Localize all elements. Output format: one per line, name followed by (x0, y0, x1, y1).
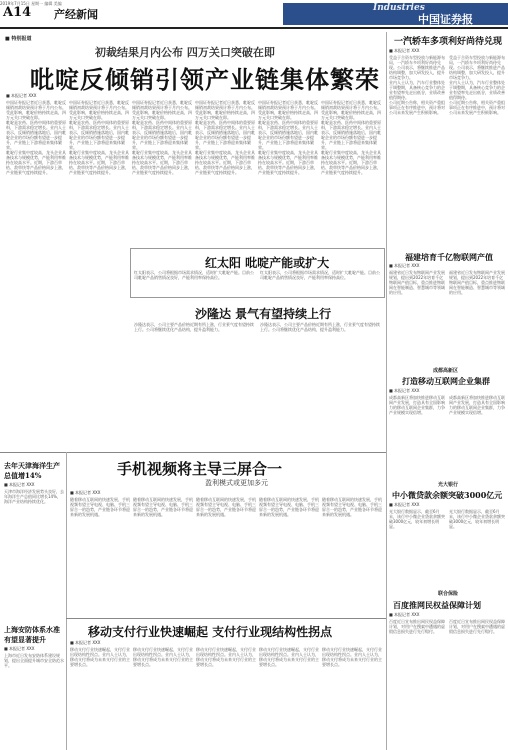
red-sun-headline: 红太阳 吡啶产能或扩大 (205, 256, 330, 270)
chengdu-byline: ■ 本报记者 XXX (389, 388, 420, 393)
lead-body-col-4: 中国证券报记者近日获悉，吡啶反倾销初裁结果预计将于月内公布。受此影响，吡啶价格持续走高，四万元关口突破在即。 吡啶是农药、医药中间体的重要原料，下游需求稳定增长。业内人士表示，反倾销措施落地后，国内吡啶企业的市场份额有望进一步提升，产业链上下游将迎来集体繁荣。 吡啶行业集中度较高，龙头企业具备技术与规模优势，产能利用率维持在较高水平。近期，下游百草枯、敌草快等产品价格同步上涨，产业链景气度持续提升。 (195, 100, 255, 175)
newspaper-logo: 中国证券报 (418, 13, 473, 26)
lianhe-kicker: 联合保险 (438, 591, 459, 597)
faw-byline: ■ 本报记者 XXX (389, 48, 420, 53)
fujian-body-2: 福建省近日发布物联网产业发展规划，提出到2022年培育千亿物联网产值目标，重点推进物联网在智能制造、智慧城市等领域的应用。 (449, 270, 505, 295)
guangda-body-2: 光大银行数据显示，截至6月末，该行中小微企业贷款余额突破3000亿元，较年初增长明显。 (449, 509, 505, 529)
mobile-video-body-4: 随着移动互联网的快速发展，手机视频有望主导电视、电脑、手机三屏合一的趋势，产业链各环节将迎来新的发展机遇。 (259, 497, 319, 517)
chengdu-headline: 打造移动互联网企业集群 (402, 376, 490, 386)
faw-body-1: 受益于合资车型投放与新能源布局，一汽轿车多项利好尚待兑现。公司表示，将继续推进产品结构调整，加大研发投入，提升市场竞争力。 业内人士认为，汽车行业整体处于调整期，具备核心竞争力的企业有望率先走出低谷，业绩改善值得期待。 公司近期公告称，相关资产重组事项正在有序推进中，预计将对公司未来发展产生积极影响。 (389, 55, 445, 115)
faw-headline: 一汽轿车多项利好尚待兑现 (394, 37, 503, 47)
tianjin-byline: ■ 本报记者 XXX (4, 482, 35, 487)
shanghai-headline: 上海安防体系水准有望显著提升 (4, 625, 60, 644)
mobile-pay-body-4: 移动支付行业快速崛起，支付行业出现结构性拐点。业内人士认为，移动支付将成为未来支付行业的主要增长点。 (259, 647, 319, 667)
lead-kicker: ■ 特别报道 (5, 36, 32, 42)
header-rule (0, 27, 508, 29)
guangda-headline: 中小微贷款余额突破3000亿元 (392, 490, 503, 500)
mobile-pay-body-2: 移动支付行业快速崛起，支付行业出现结构性拐点。业内人士认为，移动支付将成为未来支付行业的主要增长点。 (133, 647, 193, 667)
banner-english-title: Industries (373, 3, 425, 13)
lead-body-col-6: 中国证券报记者近日获悉，吡啶反倾销初裁结果预计将于月内公布。受此影响，吡啶价格持续走高，四万元关口突破在即。 吡啶是农药、医药中间体的重要原料，下游需求稳定增长。业内人士表示，反倾销措施落地后，国内吡啶企业的市场份额有望进一步提升，产业链上下游将迎来集体繁荣。 吡啶行业集中度较高，龙头企业具备技术与规模优势，产能利用率维持在较高水平。近期，下游百草枯、敌草快等产品价格同步上涨，产业链景气度持续提升。 (321, 100, 381, 175)
chengdu-body-2: 成都高新区将加快推进移动互联网产业发展，打造具有全国影响力的移动互联网企业集群，力争产业规模实现倍增。 (449, 395, 505, 415)
lianhe-headline: 百度推网民权益保障计划 (393, 600, 481, 610)
mobile-video-body-5: 随着移动互联网的快速发展，手机视频有望主导电视、电脑、手机三屏合一的趋势，产业链各环节将迎来新的发展机遇。 (322, 497, 382, 517)
tianjin-body: 天津市海洋经济发展势头良好，去年海洋生产总值同比增长14%，海洋产业结构持续优化。 (4, 489, 64, 504)
mobile-pay-byline: ■ 本报记者 XXX (70, 640, 101, 645)
chengdu-kicker: 成都高新区 (433, 368, 459, 374)
faw-body-2: 受益于合资车型投放与新能源布局，一汽轿车多项利好尚待兑现。公司表示，将继续推进产品结构调整，加大研发投入，提升市场竞争力。 业内人士认为，汽车行业整体处于调整期，具备核心竞争力的企业有望率先走出低谷，业绩改善值得期待。 公司近期公告称，相关资产重组事项正在有序推进中，预计将对公司未来发展产生积极影响。 (449, 55, 505, 115)
mobile-pay-rule (66, 618, 386, 619)
lead-headline: 吡啶反倾销引领产业链集体繁荣 (30, 65, 380, 94)
mobile-video-byline: ■ 本报记者 XXX (70, 490, 101, 495)
mobile-video-subhead: 盈利模式或更加多元 (205, 479, 268, 487)
lead-body-col-1: 中国证券报记者近日获悉，吡啶反倾销初裁结果预计将于月内公布。受此影响，吡啶价格持续走高，四万元关口突破在即。 吡啶是农药、医药中间体的重要原料，下游需求稳定增长。业内人士表示，反倾销措施落地后，国内吡啶企业的市场份额有望进一步提升，产业链上下游将迎来集体繁荣。 吡啶行业集中度较高，龙头企业具备技术与规模优势，产能利用率维持在较高水平。近期，下游百草枯、敌草快等产品价格同步上涨，产业链景气度持续提升。 (6, 100, 66, 175)
guangda-body-1: 光大银行数据显示，截至6月末，该行中小微企业贷款余额突破3000亿元，较年初增长明显。 (389, 509, 445, 529)
masthead (0, 0, 508, 26)
shaxi-body-2: 沙隆达表示，公司主要产品价格近期有所上涨，行业景气度有望持续上行。公司将继续优化产品结构，提升盈利能力。 (260, 322, 380, 332)
mobile-pay-body-3: 移动支付行业快速崛起，支付行业出现结构性拐点。业内人士认为，移动支付将成为未来支付行业的主要增长点。 (196, 647, 256, 667)
mobile-pay-body-5: 移动支付行业快速崛起，支付行业出现结构性拐点。业内人士认为，移动支付将成为未来支付行业的主要增长点。 (322, 647, 382, 667)
lianhe-body-1: 百度近日宣布推出网民权益保障计划，对用户在搜索中遭遇的虚假信息损失进行先行赔付。 (389, 619, 445, 634)
guangda-byline: ■ 本报记者 XXX (389, 502, 420, 507)
shanghai-byline: ■ 本报记者 XXX (4, 646, 35, 651)
section-rule (0, 452, 386, 453)
guangda-kicker: 光大银行 (438, 482, 459, 488)
mobile-pay-body-1: 移动支付行业快速崛起，支付行业出现结构性拐点。业内人士认为，移动支付将成为未来支付行业的主要增长点。 (70, 647, 130, 667)
lianhe-body-2: 百度近日宣布推出网民权益保障计划，对用户在搜索中遭遇的虚假信息损失进行先行赔付。 (449, 619, 505, 634)
shaxi-body-1: 沙隆达表示，公司主要产品价格近期有所上涨，行业景气度有望持续上行。公司将继续优化产品结构，提升盈利能力。 (134, 322, 254, 332)
lead-body-col-3: 中国证券报记者近日获悉，吡啶反倾销初裁结果预计将于月内公布。受此影响，吡啶价格持续走高，四万元关口突破在即。 吡啶是农药、医药中间体的重要原料，下游需求稳定增长。业内人士表示，反倾销措施落地后，国内吡啶企业的市场份额有望进一步提升，产业链上下游将迎来集体繁荣。 吡啶行业集中度较高，龙头企业具备技术与规模优势，产能利用率维持在较高水平。近期，下游百草枯、敌草快等产品价格同步上涨，产业链景气度持续提升。 (132, 100, 192, 175)
fujian-headline: 福建培育千亿物联网产值 (405, 252, 493, 262)
mobile-pay-headline: 移动支付行业快速崛起 支付行业现结构性拐点 (88, 625, 333, 639)
chengdu-body-1: 成都高新区将加快推进移动互联网产业发展，打造具有全国影响力的移动互联网企业集群，力争产业规模实现倍增。 (389, 395, 445, 415)
mobile-video-body-2: 随着移动互联网的快速发展，手机视频有望主导电视、电脑、手机三屏合一的趋势，产业链各环节将迎来新的发展机遇。 (133, 497, 193, 517)
shaxi-headline: 沙隆达 景气有望持续上行 (195, 307, 332, 321)
lead-byline: ■ 本报记者 XXX (6, 93, 37, 98)
mobile-video-body-1: 随着移动互联网的快速发展，手机视频有望主导电视、电脑、手机三屏合一的趋势，产业链各环节将迎来新的发展机遇。 (70, 497, 130, 517)
fujian-byline: ■ 本报记者 XXX (389, 263, 420, 268)
mobile-video-body-3: 随着移动互联网的快速发展，手机视频有望主导电视、电脑、手机三屏合一的趋势，产业链各环节将迎来新的发展机遇。 (196, 497, 256, 517)
shanghai-body: 上海市近日发布安防体系建设规划，提出全面提升城市安全防范水平。 (4, 653, 64, 668)
lead-body-col-2: 中国证券报记者近日获悉，吡啶反倾销初裁结果预计将于月内公布。受此影响，吡啶价格持续走高，四万元关口突破在即。 吡啶是农药、医药中间体的重要原料，下游需求稳定增长。业内人士表示，反倾销措施落地后，国内吡啶企业的市场份额有望进一步提升，产业链上下游将迎来集体繁荣。 吡啶行业集中度较高，龙头企业具备技术与规模优势，产能利用率维持在较高水平。近期，下游百草枯、敌草快等产品价格同步上涨，产业链景气度持续提升。 (69, 100, 129, 175)
section-code: A14 (3, 5, 32, 20)
fujian-body-1: 福建省近日发布物联网产业发展规划，提出到2022年培育千亿物联网产值目标，重点推进物联网在智能制造、智慧城市等领域的应用。 (389, 270, 445, 295)
section-title: 产经新闻 (54, 8, 98, 21)
column-divider (386, 32, 387, 750)
red-sun-body-1: 红太阳表示，公司将根据市场需求情况，适时扩大吡啶产能。目前公司吡啶产品销售情况良好，产能利用率保持高位。 (134, 270, 254, 280)
mobile-video-headline: 手机视频将主导三屏合一 (117, 460, 283, 478)
lead-body-col-5: 中国证券报记者近日获悉，吡啶反倾销初裁结果预计将于月内公布。受此影响，吡啶价格持续走高，四万元关口突破在即。 吡啶是农药、医药中间体的重要原料，下游需求稳定增长。业内人士表示，反倾销措施落地后，国内吡啶企业的市场份额有望进一步提升，产业链上下游将迎来集体繁荣。 吡啶行业集中度较高，龙头企业具备技术与规模优势，产能利用率维持在较高水平。近期，下游百草枯、敌草快等产品价格同步上涨，产业链景气度持续提升。 (258, 100, 318, 175)
lead-deck: 初裁结果月内公布 四万关口突破在即 (95, 46, 275, 59)
sidebar-divider (66, 452, 67, 750)
date-line: 2019年7月15日 星期一 编辑 美编 (0, 1, 62, 6)
lianhe-byline: ■ 本报记者 XXX (389, 612, 420, 617)
red-sun-body-2: 红太阳表示，公司将根据市场需求情况，适时扩大吡啶产能。目前公司吡啶产品销售情况良好，产能利用率保持高位。 (260, 270, 380, 280)
tianjin-headline: 去年天津海洋生产总值增14% (4, 461, 60, 480)
